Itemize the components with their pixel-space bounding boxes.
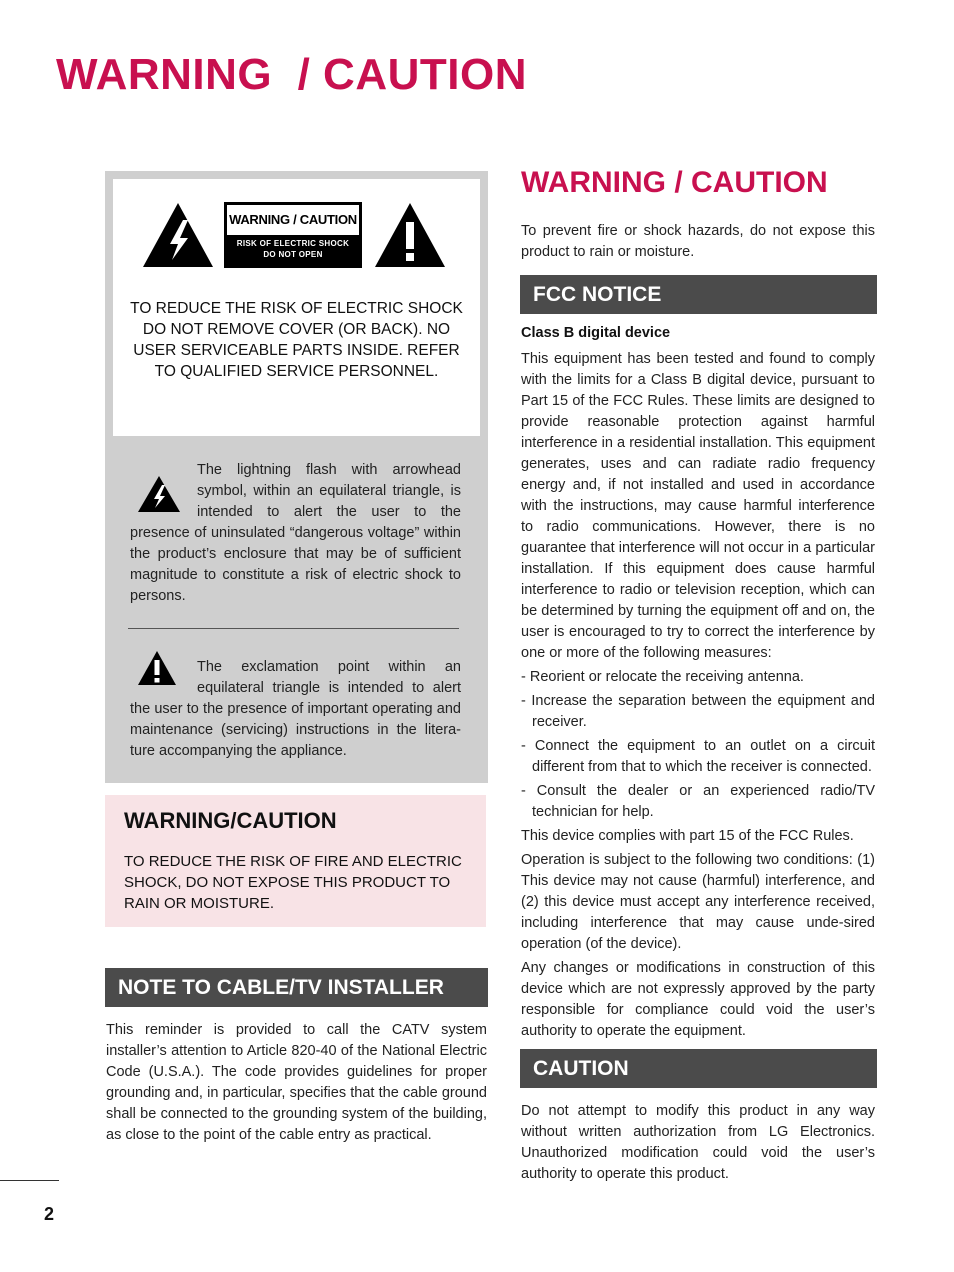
list-item: - Connect the equipment to an outlet on a circuit different from that to which the receiver is connected. (521, 738, 875, 775)
caution-text: Do not attempt to modify this product in any way without written authorization from LG Electronics. Unauthorized modification could void the user’s authority to operate this product. (521, 1103, 875, 1182)
exclamation-triangle-icon (374, 202, 446, 268)
page-title: WARNING / CAUTION (56, 50, 527, 99)
list-item: - Reorient or relocate the receiving antenna. (521, 669, 804, 685)
fcc-notice-body (521, 349, 875, 1045)
fcc-paragraph: This device complies with part 15 of the FCC Rules. (521, 828, 854, 844)
prevent-hazard-text: To prevent fire or shock hazards, do not expose this product to rain or moisture. (521, 223, 875, 260)
class-b-subheading: Class B digital device (521, 325, 671, 341)
lightning-explanation-text: The lightning flash with arrowhead symbol, within an equilateral triangle, is intended to alert the user to the presence of uninsulated “dangerous voltage” within the product’s enclosure that may be of sufficient magnitude to constitute a risk of electric shock to persons. (130, 462, 461, 604)
list-item: - Consult the dealer or an experienced radio/TV technician for help. (521, 783, 875, 820)
warning-caution-heading: WARNING/CAUTION (124, 808, 337, 833)
label-plate-subtitle (224, 238, 362, 260)
exclamation-symbol-explanation (130, 657, 461, 762)
fcc-measures-list (521, 667, 875, 823)
caution-heading: CAUTION (520, 1049, 877, 1088)
list-item: - Increase the separation between the equipment and receiver. (521, 693, 875, 730)
section-divider (128, 628, 459, 629)
lightning-symbol-explanation (130, 460, 461, 607)
cable-installer-heading: NOTE TO CABLE/TV INSTALLER (105, 968, 488, 1007)
cable-installer-text: This reminder is provided to call the CATV system installer’s attention to Article 820-40 of the National Electric Code (U.S.A.). The code provides guidelines for proper grounding and, in particular, specifies that the cable ground shall be connected to the grounding system of the building, as close to the point of the cable entry as practical. (106, 1022, 487, 1143)
warning-caution-text: TO REDUCE THE RISK OF FIRE AND ELECTRIC SHOCK, DO NOT EXPOSE THIS PRODUCT TO RAIN OR MOISTURE. (124, 853, 462, 912)
lightning-triangle-icon (142, 202, 214, 268)
warning-label-plate (224, 202, 362, 268)
label-plate-title: WARNING / CAUTION (227, 205, 359, 235)
page-number: 2 (44, 1204, 55, 1224)
exclamation-explanation-text: The exclamation point within an equilateral triangle is intended to alert the user to the presence of important operating and maintenance (servicing) instructions in the litera-ture accompanying the appliance. (130, 659, 461, 759)
label-plate-line2: DO NOT OPEN (263, 250, 323, 259)
fcc-paragraph: Any changes or modifications in construction of this device which are not expressly approved by the party responsible for compliance could void the user’s authority to operate the equipment. (521, 960, 875, 1039)
shock-notice-text: TO REDUCE THE RISK OF ELECTRIC SHOCK DO NOT REMOVE COVER (OR BACK). NO USER SERVICEABLE PARTS INSIDE. REFER TO QUALIFIED SERVICE PERSONNEL. (130, 300, 463, 380)
section-title: WARNING / CAUTION (521, 166, 828, 199)
fcc-notice-heading: FCC NOTICE (520, 275, 877, 314)
label-plate-line1: RISK OF ELECTRIC SHOCK (236, 239, 350, 248)
fcc-paragraph: This equipment has been tested and found to comply with the limits for a Class B digital device, pursuant to Part 15 of the FCC Rules. These limits are designed to provide reasonable protection against harmful interference in a residential installation. This equipment generates, uses and can radiate radio frequency energy and, if not installed and used in accordance with the instructions, may cause harmful interference to radio communications. However, there is no guarantee that interference will not occur in a particular installation. If this equipment does cause harmful interference to radio or television reception, which can be determined by turning the equipment off and on, the user is encouraged to try to correct the interference by one or more of the following measures: (521, 351, 875, 661)
fcc-paragraph: Operation is subject to the following two conditions: (1) This device may not cause (harmful) interference, and (2) this device must accept any interference received, including interference that may cause unde-sired operation (of the device). (521, 852, 875, 952)
page-number-rule (0, 1180, 59, 1181)
